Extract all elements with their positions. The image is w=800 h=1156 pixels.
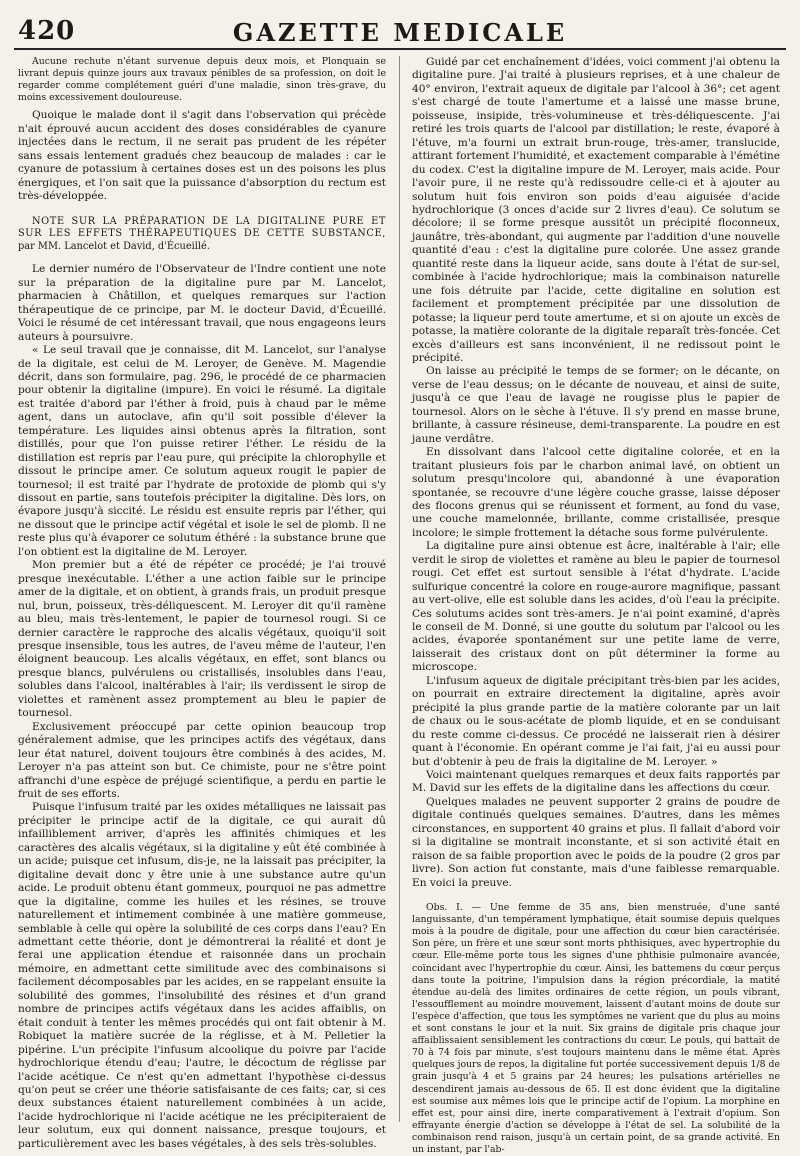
page-number: 420	[18, 16, 76, 46]
paragraph-infusum-extraction: L'infusum aqueux de digitale précipitant très-bien par les acides, on pourrait en extraire directement la digitaline, après avoir précipité la plus grande partie de la matière colorante par un lait de chaux ou le sous-acétate de plomb liquide, et en se conduisant du reste comme ci-dessus. Ce procédé ne laisserait rien à désirer quant à l'économie. En opérant comme je l'ai fait, j'ai eu aussi pour but d'obtenir à peu de frais la digitaline de M. Leroyer. »	[412, 674, 780, 768]
article-title-authors: par MM. Lancelot et David, d'Écueillé.	[18, 240, 210, 252]
paragraph-end-of-case: Aucune rechute n'étant survenue depuis deux mois, et Plonquain se livrant depuis quinze jours aux travaux pénibles de sa profession, on doit le regarder comme complétement guéri d'une maladie, sinon très-grave, du moins excessivement douloureuse.	[18, 56, 386, 104]
article-title-caps: NOTE SUR LA PRÉPARATION DE LA DIGITALINE PURE ET SUR LES EFFETS THÉRAPEUTIQUES DE CETTE SUBSTANCE,	[18, 215, 386, 240]
right-column	[412, 56, 781, 1155]
paragraph-exclusive-opinion: Exclusivement préoccupé par cette opinion beaucoup trop généralement admise, que les principes actifs des végétaux, dans leur état naturel, doivent toujours être combinés à des acides, M. Leroyer n'a pas atteint son but. Ce chimiste, pour ne s'être point affranchi d'une espèce de préjugé scientifique, a perdu en partie le fruit de ses efforts.	[18, 720, 386, 800]
page-header	[14, 14, 786, 50]
article-title	[18, 216, 386, 254]
paragraph-cyanide-caution: Quoique le malade dont il s'agit dans l'observation qui précède n'ait éprouvé aucun accident des doses considérables de cyanure injectées dans le rectum, il ne serait pas prudent de les répéter sans essais lentement gradués chez beaucoup de malades : car le cyanure de potassium à certaines doses est un des poisons les plus énergiques, et l'on sait que la puissance d'absorption du rectum est très-développée.	[18, 109, 386, 203]
paragraph-intro: Le dernier numéro de l'Observateur de l'Indre contient une note sur la préparation de la digitaline pure par M. Lancelot, pharmacien à Châtillon, et quelques remarques sur l'action thérapeutique de ce principe, par M. le docteur David, d'Écueillé. Voici le résumé de cet intéressant travail, que nous engageons leurs auteurs à poursuivre.	[18, 263, 386, 343]
paragraph-infusum-theory: Puisque l'infusum traité par les oxides métalliques ne laissait pas précipiter le principe actif de la digitale, ce qui aurait dû infailliblement arriver, d'après les affinités chimiques et les caractères des alcalis végétaux, si la digitaline y eût été combinée à un acide; puisque cet infusum, dis-je, ne la laissait pas précipiter, la digitaline devait donc y être unie à une substance autre qu'un acide. Le produit obtenu étant gommeux, pourquoi ne pas admettre que la digitaline, comme les huiles et les résines, se trouve naturellement et intimement combinée à une matière gommeuse, semblable à celle qui opère la solubilité de ces corps dans l'eau? En admettant cette théorie, dont je démontrerai la réalité et dont je ferai une application étendue et raisonnée dans un prochain mémoire, en admettant cette similitude avec des combinaisons si facilement décomposables par les acides, en se rappelant ensuite la solubilité des gommes, l'insolubilité des résines et d'un grand nombre de principes actifs végétaux dans les acides affaiblis, on était conduit à tenter les mêmes procédés qui ont fait obtenir à M. Robiquet la matière sucrée de la réglisse, et à M. Pelletier la pipérine. L'un précipite l'infusum alcoolique du poivre par l'acide hydrochlorique étendu d'eau; l'autre, le décoctum de réglisse par l'acide acétique. Ce n'est qu'en admettant l'hypothèse ci-dessus qu'on peut se créer une théorie satisfaisante de ces faits; car, si ces deux substances étaient naturellement combinées à un acide, l'acide hydrochlorique ni l'acide acétique ne les précipiteraient de leur solutum, eux qui donnent naissance, presque toujours, et particulièrement avec les bases végétales, à des sels très-solubles.	[18, 801, 386, 1150]
journal-title: GAZETTE MEDICALE	[232, 18, 568, 47]
column-divider	[399, 56, 400, 1122]
paragraph-leroyer-method: « Le seul travail que je connaisse, dit M. Lancelot, sur l'analyse de la digitale, est celui de M. Leroyer, de Genève. M. Magendie décrit, dans son formulaire, pag. 296, le procédé de ce pharmacien pour obtenir la digitaline (impure). En voici le résumé. La digitale est traitée d'abord par l'éther à froid, puis à chaud par le même agent, dans un autoclave, afin qu'il soit possible d'élever la température. Les liquides ainsi obtenus après la filtration, sont distillés, pour que l'on puisse retirer l'éther. Le résidu de la distillation est repris par l'eau pure, qui précipite la chlorophylle et dissout le principe amer. Ce solutum aqueux rougit le papier de tournesol; il est traité par l'hydrate de protoxide de plomb qui s'y dissout en partie, sans toutefois précipiter la digitaline. Dès lors, on évapore jusqu'à siccité. Le résidu est ensuite repris par l'éther, qui ne dissout que le principe actif végétal et isole le sel de plomb. Il ne reste plus qu'à évaporer ce solutum éthéré : la substance brune que l'on obtient est la digitaline de M. Leroyer.	[18, 344, 386, 558]
observation-one: Obs. I. — Une femme de 35 ans, bien menstruée, d'une santé languissante, d'un tempérament lymphatique, était soumise depuis quelques mois à la poudre de digitale, pour une affection du cœur bien caractérisée. Son père, un frère et une sœur sont morts phthisiques, avec hypertrophie du cœur. Elle-même porte tous les signes d'une phthisie pulmonaire avancée, coïncidant avec l'hypertrophie du cœur. Ainsi, les battemens du cœur perçus dans toute la poitrine, l'impulsion dans la région précordiale, la matité étendue au-delà des limites ordinaires de cette région, un pouls vibrant, l'essoufflement au moindre mouvement, laissent d'autant moins de doute sur l'espèce d'affection, que tous les symptômes ne varient que du plus au moins et sont constans le jour et la nuit. Six grains de digitale pris chaque jour affaiblissaient sensiblement les contractions du cœur. Le pouls, qui battait de 70 à 74 fois par minute, s'est toujours maintenu dans le même état. Après quelques jours de repos, la digitaline fut portée successivement depuis 1/8 de grain jusqu'à 4 et 5 grains par 24 heures; les pulsations artérielles ne descendirent jamais au-dessous de 65. Il est donc évident que la digitaline est soumise aux mêmes lois que le principe actif de l'opium. La morphine en effet est, pour ainsi dire, inerte comparativement à l'extrait d'opium. Son effrayante énergie d'action se développe à l'état de sel. La solubilité de la combinaison rend raison, jusqu'à un certain point, de sa grande activité. En un instant, par l'ab-	[412, 902, 781, 1155]
paragraph-preparation: Guidé par cet enchaînement d'idées, voici comment j'ai obtenu la digitaline pure. J'ai traité à plusieurs reprises, et à une chaleur de 40° environ, l'extrait aqueux de digitale par l'alcool à 36°; cet agent s'est chargé de toute l'amertume et a laissé une masse brune, poisseuse, insipide, très-volumineuse et très-déliquescente. J'ai retiré les trois quarts de l'alcool par distillation; le reste, évaporé à l'étuve, m'a fourni un extrait brun-rouge, très-amer, translucide, attirant fortement l'humidité, et exactement comparable à l'émétine du codex. C'est la digitaline impure de M. Leroyer, mais acide. Pour l'avoir pure, il ne reste qu'à redissoudre celle-ci et à ajouter au solutum huit fois environ son poids d'eau aiguisée d'acide hydrochlorique (3 onces d'acide sur 2 livres d'eau). Ce solutum se décolore; il se forme presque aussitôt un précipité floconneux, jaunâtre, très-abondant, qui augmente par l'addition d'une nouvelle quantité d'eau : c'est la digitaline pure colorée. Une assez grande quantité reste dans la liqueur acide, sans doute à l'état de sur-sel, combinée à l'acide hydrochlorique; mais la combinaison naturelle une fois détruite par l'acide, cette digitaline en solution est facilement et promptement précipitée par une dissolution de potasse; la liqueur perd toute amertume, et si on ajoute un excès de potasse, la matière colorante de la digitale reparaît très-foncée. Cet excès d'ailleurs est sans inconvénient, il ne redissout point le précipité.	[412, 56, 780, 364]
paragraph-first-aim: Mon premier but a été de répéter ce procédé; je l'ai trouvé presque inexécutable. L'éther a une action faible sur le principe amer de la digitale, et on obtient, à grands frais, un produit presque nul, brun, poisseux, très-déliquescent. M. Leroyer dit qu'il ramène au bleu, mais très-lentement, le papier de tournesol rougi. Si ce dernier caractère le rapproche des alcalis végétaux, quoiqu'il soit presque insensible, tous les autres, de l'aveu même de l'auteur, l'en éloignent beaucoup. Les alcalis végétaux, en effet, sont blancs ou presque blancs, pulvérulens ou cristallisés, insolubles dans l'eau, solubles dans l'alcool, inaltérables à l'air; ils verdissent le sirop de violettes et ramènent assez promptement au bleu le papier de tournesol.	[18, 559, 386, 720]
paragraph-precipitate: On laisse au précipité le temps de se former; on le décante, on verse de l'eau dessus; on le décante de nouveau, et ainsi de suite, jusqu'à ce que l'eau de lavage ne rougisse plus le papier de tournesol. Alors on le sèche à l'étuve. Il s'y prend en masse brune, brillante, à cassure résineuse, demi-transparente. La poudre en est jaune verdâtre.	[412, 365, 780, 445]
paragraph-dissolving: En dissolvant dans l'alcool cette digitaline colorée, et en la traitant plusieurs fois par le charbon animal lavé, on obtient un solutum presqu'incolore qui, abandonné à une évaporation spontanée, se recouvre d'une légère couche grasse, laisse déposer des flocons grenus qui se réunissent et forment, au fond du vase, une couche mamelonnée, brillante, comme cristallisée, presque incolore; le simple frottement la détache sous forme pulvérulente.	[412, 446, 780, 539]
paragraph-properties: La digitaline pure ainsi obtenue est âcre, inaltérable à l'air; elle verdit le sirop de violettes et ramène au bleu le papier de tournesol rougi. Cet effet est surtout sensible à l'état d'hydrate. L'acide sulfurique concentré la colore en rouge-aurore magnifique, passant au vert-olive, elle est soluble dans les acides, d'où l'eau la précipite. Ces solutums acides sont très-amers. Je n'ai point examiné, d'après le conseil de M. Donné, si une goutte du solutum par l'alcool ou les acides, évaporée spontanément sur une petite lame de verre, laisserait des cristaux dont on pût déterminer la forme au microscope.	[412, 540, 780, 674]
left-column	[18, 56, 386, 1150]
paragraph-david-remarks: Voici maintenant quelques remarques et deux faits rapportés par M. David sur les effets de la digitaline dans les affections du cœur.	[412, 769, 780, 795]
paragraph-dosage: Quelques malades ne peuvent supporter 2 grains de poudre de digitale continués quelques semaines. D'autres, dans les mêmes circonstances, en supportent 40 grains et plus. Il fallait d'abord voir si la digitaline se montrait inconstante, et si son activité était en raison de sa faible proportion avec le poids de la poudre (2 gros par livre). Son action fut constante, mais d'une faiblesse remarquable. En voici la preuve.	[412, 795, 780, 889]
